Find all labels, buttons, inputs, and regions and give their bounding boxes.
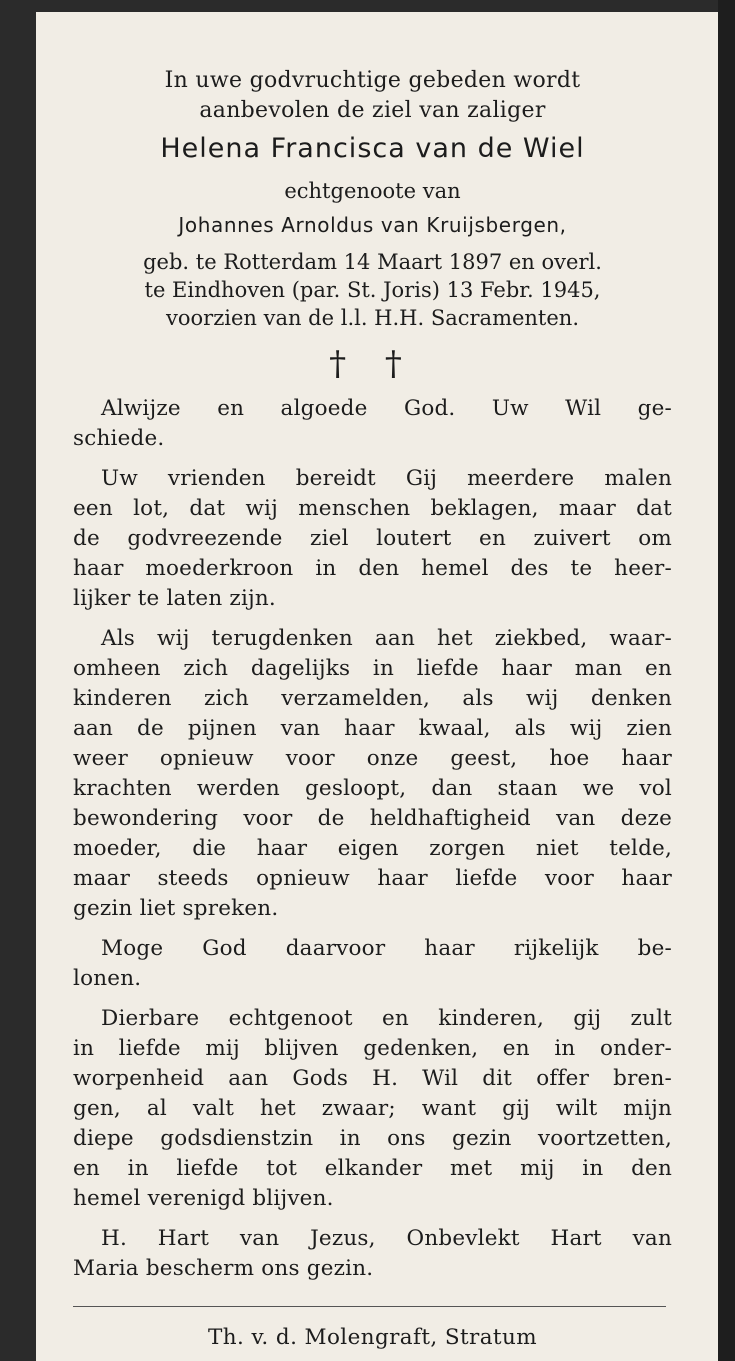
text-line: lijker te laten zijn. (73, 586, 276, 611)
text-line: gezin liet spreken. (73, 896, 279, 921)
text-line: een lot, dat wij menschen beklagen, maar dat (73, 496, 672, 521)
text-line: bewondering voor de heldhaftigheid van deze (73, 806, 672, 831)
text-line: Dierbare echtgenoot en kinderen, gij zult (101, 1006, 672, 1031)
intro-line: In uwe godvruchtige gebeden wordt (164, 68, 581, 93)
text-line: lonen. (73, 966, 142, 991)
text-line: aan de pijnen van haar kwaal, als wij zien (73, 716, 672, 741)
memorial-card (36, 12, 718, 1361)
text-line: Als wij terugdenken aan het ziekbed, waar- (101, 626, 672, 651)
text-line: moeder, die haar eigen zorgen niet telde, (73, 836, 672, 861)
cross-icon: † † (329, 344, 416, 384)
text-line: omheen zich dagelijks in liefde haar man en (73, 656, 672, 681)
prayer-paragraph (73, 624, 672, 924)
prayer-paragraph (73, 934, 672, 994)
text-line: worpenheid aan Gods H. Wil dit offer bren- (73, 1066, 672, 1091)
text-line: diepe godsdienstzin in ons gezin voortzetten, (73, 1126, 672, 1151)
text-line: maar steeds opnieuw haar liefde voor haar (73, 866, 672, 891)
text-line: Alwijze en algoede God. Uw Wil ge- (101, 396, 672, 421)
prayer-paragraph (73, 394, 672, 454)
text-line: de godvreezende ziel loutert en zuivert om (73, 526, 672, 551)
printer-credit: Th. v. d. Molengraft, Stratum (207, 1325, 538, 1350)
text-line: weer opnieuw voor onze geest, hoe haar (73, 746, 672, 771)
text-line: haar moederkroon in den hemel des te heer- (73, 556, 672, 581)
intro-text (73, 66, 672, 126)
text-line: Moge God daarvoor haar rijkelijk be- (101, 936, 672, 961)
text-line: en in liefde tot elkander met mij in den (73, 1156, 672, 1181)
divider (73, 1306, 666, 1307)
spouse-label: echtgenoote van (284, 179, 461, 203)
text-line: krachten werden gesloopt, dan staan we vol (73, 776, 672, 801)
text-line: kinderen zich verzamelden, als wij denken (73, 686, 672, 711)
text-line: Maria bescherm ons gezin. (73, 1256, 374, 1281)
text-line: hemel verenigd blijven. (73, 1186, 334, 1211)
deceased-name: Helena Francisca van de Wiel (160, 133, 585, 164)
intro-line: aanbevolen de ziel van zaliger (199, 98, 546, 123)
text-line: Uw vrienden bereidt Gij meerdere malen (101, 466, 672, 491)
dates-block (73, 248, 672, 332)
prayer-paragraph (73, 1004, 672, 1214)
text-line: schiede. (73, 426, 165, 451)
prayer-paragraph (73, 464, 672, 614)
dates-line: geb. te Rotterdam 14 Maart 1897 en overl. (143, 250, 602, 274)
dates-line: voorzien van de l.l. H.H. Sacramenten. (166, 306, 579, 330)
card-shadow-edge (718, 0, 735, 1361)
prayer-paragraph (73, 1224, 672, 1284)
spouse-name: Johannes Arnoldus van Kruijsbergen, (178, 213, 567, 237)
dates-line: te Eindhoven (par. St. Joris) 13 Febr. 1945, (144, 278, 601, 302)
text-line: in liefde mij blijven gedenken, en in onder- (73, 1036, 672, 1061)
text-line: H. Hart van Jezus, Onbevlekt Hart van (101, 1226, 672, 1251)
text-line: gen, al valt het zwaar; want gij wilt mijn (73, 1096, 672, 1121)
